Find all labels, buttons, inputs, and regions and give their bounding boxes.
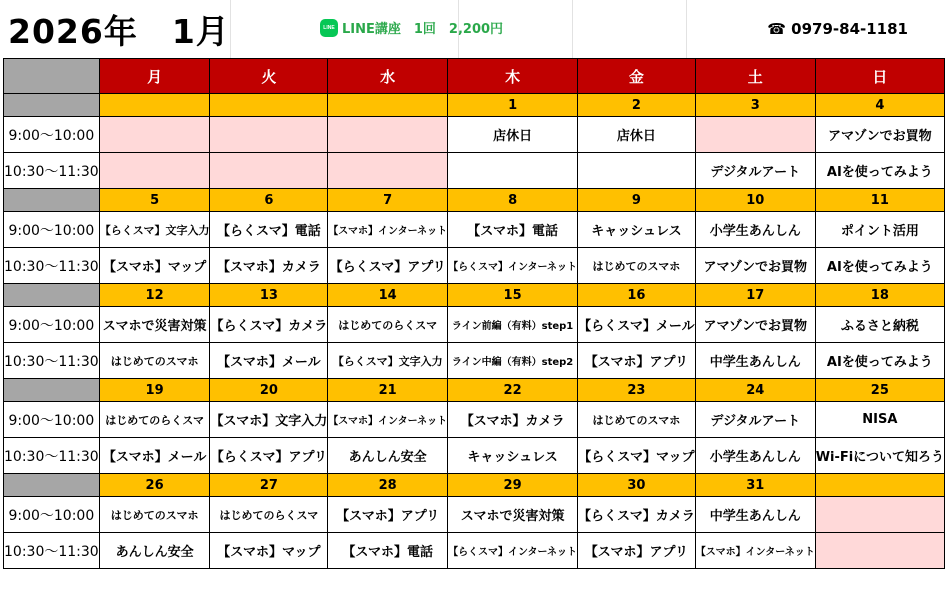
time-label: 10:30～11:30 (4, 533, 100, 569)
date-cell: 18 (815, 284, 944, 307)
date-cell: 11 (815, 189, 944, 212)
date-cell: 4 (815, 94, 944, 117)
date-row (4, 474, 945, 497)
date-cell: 19 (99, 379, 210, 402)
grid-line (230, 0, 231, 58)
date-cell: 26 (99, 474, 210, 497)
spacer-cell (4, 379, 100, 402)
date-cell: 21 (328, 379, 448, 402)
class-cell: ライン中編（有料）step2 (448, 343, 578, 379)
time-label: 10:30～11:30 (4, 343, 100, 379)
date-cell: 17 (695, 284, 815, 307)
weekday-header: 木 (448, 59, 578, 94)
class-cell: 【スマホ】文字入力 (210, 402, 328, 438)
class-cell: 【らくスマ】カメラ (210, 307, 328, 343)
class-cell: 中学生あんしん (695, 343, 815, 379)
class-cell: アマゾンでお買物 (695, 307, 815, 343)
class-cell: あんしん安全 (99, 533, 210, 569)
date-cell: 2 (578, 94, 696, 117)
class-cell: スマホで災害対策 (448, 497, 578, 533)
line-course-info (320, 18, 503, 37)
class-cell: ライン前編（有料）step1 (448, 307, 578, 343)
time-slot-row (4, 117, 945, 153)
spacer-cell (4, 474, 100, 497)
phone-number: ☎ 0979-84-1181 (767, 20, 908, 38)
class-cell (815, 533, 944, 569)
calendar-table (3, 58, 945, 569)
class-cell (815, 497, 944, 533)
date-cell: 6 (210, 189, 328, 212)
weekday-header: 日 (815, 59, 944, 94)
weekday-header-row (4, 59, 945, 94)
class-cell: はじめてのスマホ (99, 497, 210, 533)
class-cell: 【スマホ】インターネット (328, 402, 448, 438)
class-cell (578, 153, 696, 189)
class-cell: Wi-Fiについて知ろう (815, 438, 944, 474)
class-cell: アマゾンでお買物 (815, 117, 944, 153)
class-cell: はじめてのらくスマ (99, 402, 210, 438)
class-cell: はじめてのスマホ (578, 402, 696, 438)
class-cell: 店休日 (448, 117, 578, 153)
class-cell: NISA (815, 402, 944, 438)
date-cell (328, 94, 448, 117)
class-cell (210, 153, 328, 189)
date-cell: 20 (210, 379, 328, 402)
spacer-cell (4, 94, 100, 117)
time-slot-row (4, 307, 945, 343)
class-cell: デジタルアート (695, 153, 815, 189)
class-cell: アマゾンでお買物 (695, 248, 815, 284)
date-cell: 13 (210, 284, 328, 307)
line-app-icon: LINE (320, 19, 338, 37)
date-cell: 30 (578, 474, 696, 497)
corner-cell (4, 59, 100, 94)
class-cell: 店休日 (578, 117, 696, 153)
date-cell (99, 94, 210, 117)
time-slot-row (4, 153, 945, 189)
header-bar (0, 0, 918, 58)
class-cell: 【スマホ】カメラ (210, 248, 328, 284)
line-course-text: LINE講座 1回 2,200円 (342, 22, 504, 37)
class-cell: 【スマホ】マップ (210, 533, 328, 569)
time-slot-row (4, 402, 945, 438)
date-cell: 31 (695, 474, 815, 497)
date-cell: 3 (695, 94, 815, 117)
class-cell: 小学生あんしん (695, 438, 815, 474)
time-label: 9:00～10:00 (4, 402, 100, 438)
weekday-header: 火 (210, 59, 328, 94)
class-cell (99, 153, 210, 189)
spacer-cell (4, 189, 100, 212)
class-cell: 【スマホ】メール (99, 438, 210, 474)
class-cell (448, 153, 578, 189)
class-cell: 【らくスマ】アプリ (328, 248, 448, 284)
date-row (4, 379, 945, 402)
date-cell: 10 (695, 189, 815, 212)
time-slot-row (4, 533, 945, 569)
class-cell: あんしん安全 (328, 438, 448, 474)
time-label: 9:00～10:00 (4, 117, 100, 153)
date-cell: 27 (210, 474, 328, 497)
class-cell: 【スマホ】アプリ (328, 497, 448, 533)
class-cell: デジタルアート (695, 402, 815, 438)
time-slot-row (4, 497, 945, 533)
class-cell: はじめてのらくスマ (328, 307, 448, 343)
class-cell: 【らくスマ】メール (578, 307, 696, 343)
class-cell: 【らくスマ】インターネット (448, 533, 578, 569)
time-slot-row (4, 438, 945, 474)
grid-line (686, 0, 687, 58)
class-cell: AIを使ってみよう (815, 248, 944, 284)
date-cell: 12 (99, 284, 210, 307)
date-cell: 23 (578, 379, 696, 402)
class-cell: はじめてのらくスマ (210, 497, 328, 533)
date-cell: 15 (448, 284, 578, 307)
class-cell: はじめてのスマホ (578, 248, 696, 284)
class-cell: キャッシュレス (578, 212, 696, 248)
class-cell: 【スマホ】マップ (99, 248, 210, 284)
grid-line (572, 0, 573, 58)
date-row (4, 94, 945, 117)
class-cell: 【らくスマ】アプリ (210, 438, 328, 474)
class-cell: 【スマホ】アプリ (578, 533, 696, 569)
time-label: 9:00～10:00 (4, 307, 100, 343)
date-cell: 22 (448, 379, 578, 402)
weekday-header: 水 (328, 59, 448, 94)
class-cell: 【らくスマ】マップ (578, 438, 696, 474)
date-cell: 9 (578, 189, 696, 212)
class-cell: 【らくスマ】電話 (210, 212, 328, 248)
class-cell: 【らくスマ】インターネット (448, 248, 578, 284)
class-cell: AIを使ってみよう (815, 153, 944, 189)
time-label: 10:30～11:30 (4, 248, 100, 284)
date-cell (815, 474, 944, 497)
class-cell: 【スマホ】メール (210, 343, 328, 379)
time-slot-row (4, 212, 945, 248)
class-cell: キャッシュレス (448, 438, 578, 474)
weekday-header: 金 (578, 59, 696, 94)
class-cell (328, 117, 448, 153)
class-cell: 【らくスマ】文字入力 (99, 212, 210, 248)
class-cell: 【スマホ】アプリ (578, 343, 696, 379)
date-cell: 24 (695, 379, 815, 402)
weekday-header: 土 (695, 59, 815, 94)
class-cell: 【スマホ】電話 (448, 212, 578, 248)
date-row (4, 189, 945, 212)
class-cell: 【スマホ】カメラ (448, 402, 578, 438)
class-cell (328, 153, 448, 189)
class-cell: 【らくスマ】文字入力 (328, 343, 448, 379)
class-cell: スマホで災害対策 (99, 307, 210, 343)
time-label: 9:00～10:00 (4, 212, 100, 248)
date-cell (210, 94, 328, 117)
date-cell: 29 (448, 474, 578, 497)
class-cell (99, 117, 210, 153)
date-cell: 1 (448, 94, 578, 117)
date-cell: 8 (448, 189, 578, 212)
date-cell: 5 (99, 189, 210, 212)
class-cell: 【スマホ】インターネット (695, 533, 815, 569)
time-label: 10:30～11:30 (4, 438, 100, 474)
time-label: 10:30～11:30 (4, 153, 100, 189)
class-cell: ふるさと納税 (815, 307, 944, 343)
date-row (4, 284, 945, 307)
time-slot-row (4, 248, 945, 284)
date-cell: 14 (328, 284, 448, 307)
class-cell: はじめてのスマホ (99, 343, 210, 379)
weekday-header: 月 (99, 59, 210, 94)
time-slot-row (4, 343, 945, 379)
date-cell: 28 (328, 474, 448, 497)
class-cell: 小学生あんしん (695, 212, 815, 248)
class-cell: 【らくスマ】カメラ (578, 497, 696, 533)
page-title: 2026年 1月 (8, 12, 230, 51)
class-cell: 【スマホ】電話 (328, 533, 448, 569)
class-cell: 中学生あんしん (695, 497, 815, 533)
class-cell (210, 117, 328, 153)
class-cell: ポイント活用 (815, 212, 944, 248)
class-cell (695, 117, 815, 153)
date-cell: 7 (328, 189, 448, 212)
date-cell: 25 (815, 379, 944, 402)
class-cell: AIを使ってみよう (815, 343, 944, 379)
class-cell: 【スマホ】インターネット (328, 212, 448, 248)
time-label: 9:00～10:00 (4, 497, 100, 533)
spacer-cell (4, 284, 100, 307)
date-cell: 16 (578, 284, 696, 307)
